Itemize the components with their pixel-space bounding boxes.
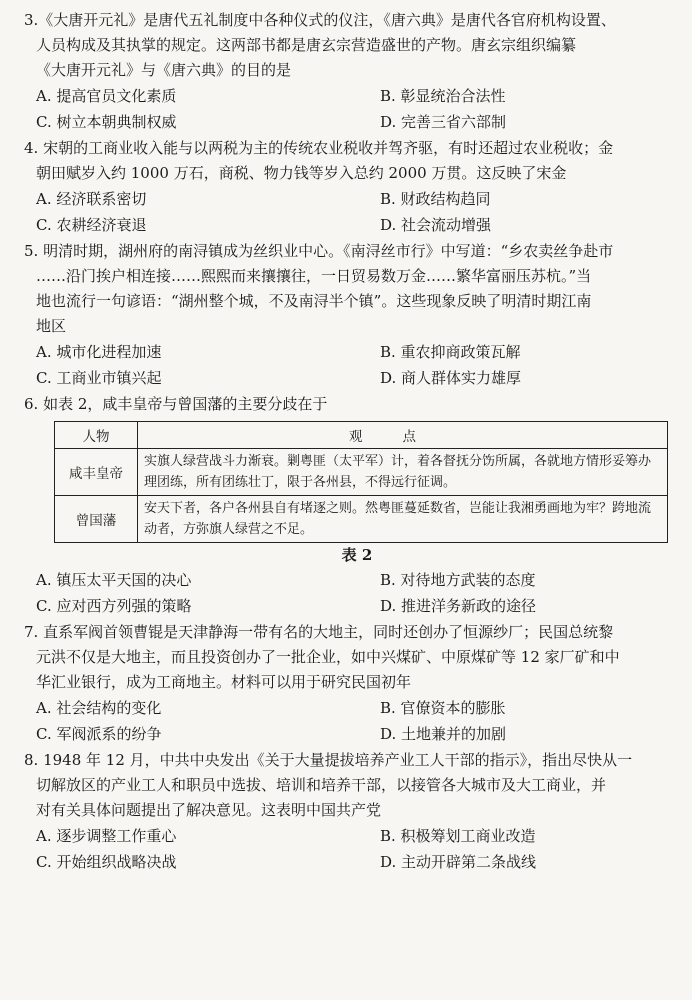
table-row — [55, 449, 668, 496]
table-2 — [54, 421, 668, 543]
question-3-option-a[interactable]: A. 提高官员文化素质 — [36, 87, 177, 105]
question-3-line-3: 《大唐开元礼》与《唐六典》的目的是 — [36, 61, 292, 79]
question-4-option-d[interactable]: D. 社会流动增强 — [380, 216, 492, 234]
question-4-option-a[interactable]: A. 经济联系密切 — [36, 190, 147, 208]
question-4-options — [24, 186, 670, 238]
table-header-row — [55, 422, 668, 449]
question-5-line-3: 地也流行一句谚语：“湖州整个城，不及南浔半个镇”。这些现象反映了明清时期江南 — [36, 292, 592, 310]
question-5-line-2: ……沿门挨户相连接……熙熙而来攘攘往，一日贸易数万金……繁华富丽压苏杭。”当 — [36, 267, 592, 285]
question-3-line-1: 3.《大唐开元礼》是唐代五礼制度中各种仪式的仪注，《唐六典》是唐代各官府机构设置、 — [24, 11, 616, 29]
question-8-option-c[interactable]: C. 开始组织战略决战 — [36, 853, 177, 871]
question-5-option-a[interactable]: A. 城市化进程加速 — [36, 343, 162, 361]
question-3 — [24, 8, 670, 135]
question-8-line-1: 8. 1948 年 12 月，中共中央发出《关于大量提拔培养产业工人干部的指示》，指出尽快从一 — [24, 751, 633, 769]
question-7-option-c[interactable]: C. 军阀派系的纷争 — [36, 725, 162, 743]
question-4 — [24, 136, 670, 238]
question-5-line-1: 5. 明清时期，湖州府的南浔镇成为丝织业中心。《南浔丝市行》中写道：“乡农卖丝争赴市 — [24, 242, 614, 260]
question-7-option-d[interactable]: D. 土地兼并的加剧 — [380, 725, 507, 743]
question-4-option-c[interactable]: C. 农耕经济衰退 — [36, 216, 147, 234]
table-row — [55, 496, 668, 543]
table-cell-person: 咸丰皇帝 — [55, 449, 138, 496]
question-6-option-b[interactable]: B. 对待地方武装的态度 — [380, 571, 536, 589]
question-3-option-c[interactable]: C. 树立本朝典制权威 — [36, 113, 177, 131]
question-7-line-1: 7. 直系军阀首领曹锟是天津静海一带有名的大地主，同时还创办了恒源纱厂；民国总统黎 — [24, 623, 614, 641]
table-header-view: 观点 — [138, 422, 668, 449]
question-4-line-1: 4. 宋朝的工商业收入能与以两税为主的传统农业税收并驾齐驱，有时还超过农业税收；金 — [24, 139, 614, 157]
question-5-options — [24, 339, 670, 391]
question-6-option-c[interactable]: C. 应对西方列强的策略 — [36, 597, 192, 615]
question-6-line-1: 6. 如表 2，咸丰皇帝与曾国藩的主要分歧在于 — [24, 395, 328, 413]
question-3-options — [24, 83, 670, 135]
question-8-option-d[interactable]: D. 主动开辟第二条战线 — [380, 853, 537, 871]
question-7-line-3: 华汇业银行，成为工商地主。材料可以用于研究民国初年 — [36, 673, 412, 691]
question-7-line-2: 元洪不仅是大地主，而且投资创办了一批企业，如中兴煤矿、中原煤矿等 12 家厂矿和中 — [36, 648, 620, 666]
table-cell-view: 实旗人绿营战斗力渐衰。剿粤匪（太平军）计，着各督抚分饬所属，各就地方情形妥筹办理团练，所有团练壮丁，限于各州县，不得远行征调。 — [138, 449, 668, 496]
question-4-line-2: 朝田赋岁入约 1000 万石，商税、物力钱等岁入总约 2000 万贯。这反映了宋金 — [36, 164, 567, 182]
table-cell-view: 安天下者，各户各州县自有堵逐之则。然粤匪蔓延数省，岂能让我湘勇画地为牢？跨地流动者，方弥旗人绿营之不足。 — [138, 496, 668, 543]
question-5 — [24, 239, 670, 391]
question-4-option-b[interactable]: B. 财政结构趋同 — [380, 190, 491, 208]
question-6-options — [24, 567, 670, 619]
question-8-options — [24, 823, 670, 875]
question-3-option-b[interactable]: B. 彰显统治合法性 — [380, 87, 506, 105]
question-6-option-d[interactable]: D. 推进洋务新政的途径 — [380, 597, 537, 615]
question-8-option-a[interactable]: A. 逐步调整工作重心 — [36, 827, 177, 845]
question-7-option-a[interactable]: A. 社会结构的变化 — [36, 699, 162, 717]
question-7 — [24, 620, 670, 747]
question-5-option-b[interactable]: B. 重农抑商政策瓦解 — [380, 343, 521, 361]
question-7-options — [24, 695, 670, 747]
question-8 — [24, 748, 670, 875]
question-8-line-3: 对有关具体问题提出了解决意见。这表明中国共产党 — [36, 801, 382, 819]
question-5-option-c[interactable]: C. 工商业市镇兴起 — [36, 369, 162, 387]
table-header-person: 人物 — [55, 422, 138, 449]
question-5-option-d[interactable]: D. 商人群体实力雄厚 — [380, 369, 522, 387]
question-6 — [24, 392, 670, 619]
table-cell-person: 曾国藩 — [55, 496, 138, 543]
question-3-option-d[interactable]: D. 完善三省六部制 — [380, 113, 507, 131]
question-8-line-2: 切解放区的产业工人和职员中选拔、培训和培养干部，以接管各大城市及大工商业，并 — [36, 776, 607, 794]
question-3-line-2: 人员构成及其执掌的规定。这两部书都是唐玄宗营造盛世的产物。唐玄宗组织编纂 — [36, 36, 577, 54]
table-caption: 表 2 — [341, 546, 373, 564]
question-6-option-a[interactable]: A. 镇压太平天国的决心 — [36, 571, 192, 589]
question-8-option-b[interactable]: B. 积极筹划工商业改造 — [380, 827, 536, 845]
question-5-line-4: 地区 — [36, 317, 67, 335]
question-7-option-b[interactable]: B. 官僚资本的膨胀 — [380, 699, 506, 717]
